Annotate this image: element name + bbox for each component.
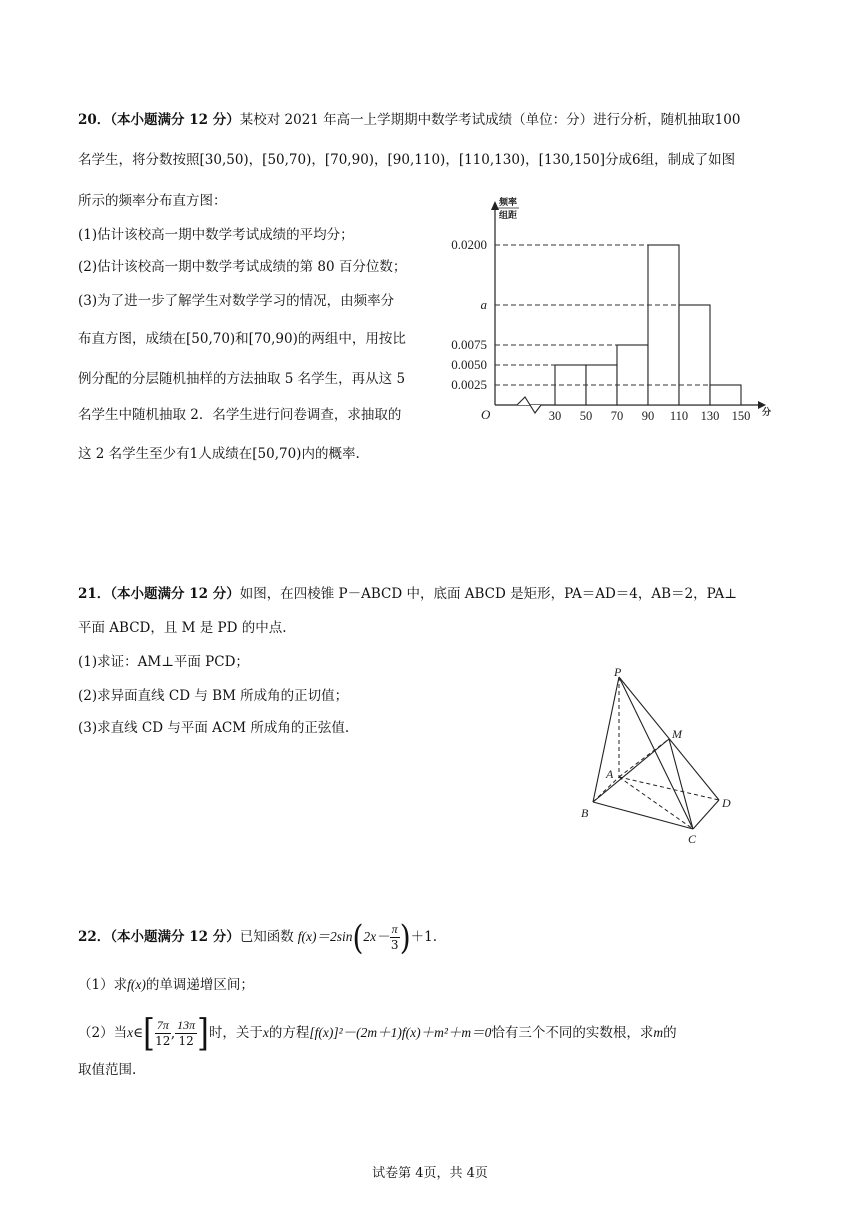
histogram-bar bbox=[710, 385, 741, 405]
frac-7pi-12 bbox=[155, 1018, 171, 1049]
page-footer: 试卷第 4页，共 4页 bbox=[372, 1166, 488, 1181]
q20-part3-l3: 例分配的分层随机抽样的方法抽取 5 名学生，再从这 5 bbox=[78, 371, 406, 387]
y-tick-label: 0.0025 bbox=[451, 377, 487, 392]
q22-part1 bbox=[78, 975, 254, 995]
q22-part2-line1 bbox=[78, 1011, 677, 1058]
q20-number: 20． bbox=[78, 112, 111, 128]
pyramid-figure bbox=[575, 665, 745, 850]
q22-part2-tail: 恰有三个不同的实数根，求 bbox=[491, 1025, 654, 1041]
q22-part2-x: x bbox=[262, 1025, 269, 1040]
label-p: P bbox=[614, 665, 622, 679]
q22-part2-m: m bbox=[653, 1025, 664, 1040]
q20-part3-l2: 布直方图，成绩在[50,70)和[70,90)的两组中，用按比 bbox=[78, 331, 406, 347]
histogram-bar bbox=[648, 245, 679, 405]
bracket-right: ] bbox=[197, 1011, 209, 1055]
int-a-den: 12 bbox=[155, 1034, 171, 1048]
x-tick-label: 50 bbox=[579, 409, 593, 423]
q21-stem-2: 平面 ABCD，且 M 是 PD 的中点. bbox=[78, 620, 287, 636]
q21-line1 bbox=[78, 584, 737, 604]
label-a: A bbox=[606, 767, 614, 781]
q20-line1 bbox=[78, 110, 740, 130]
paren-left: ( bbox=[352, 917, 364, 957]
q22-line1 bbox=[78, 917, 438, 962]
frac-13pi-12 bbox=[175, 1018, 197, 1049]
label-b: B bbox=[581, 806, 589, 820]
q21-number: 21． bbox=[78, 586, 111, 602]
label-m: M bbox=[672, 727, 682, 741]
x-tick-label: 130 bbox=[700, 409, 720, 423]
y-tick-label: 0.0200 bbox=[451, 237, 487, 252]
int-b-den: 12 bbox=[178, 1034, 194, 1048]
q20-part3-l5: 这 2 名学生至少有1人成绩在[50,70)内的概率. bbox=[78, 446, 360, 462]
x-tick-label: 150 bbox=[731, 409, 751, 423]
q22-part2-de: 的 bbox=[663, 1025, 677, 1041]
x-tick-label: 90 bbox=[641, 409, 655, 423]
histogram-bar bbox=[679, 305, 710, 405]
q22-score: （本小题满分 12 分） bbox=[110, 929, 240, 945]
q21-stem-1: 如图，在四棱锥 P－ABCD 中，底面 ABCD 是矩形，PA＝AD＝4，AB＝2，PA⊥ bbox=[239, 586, 737, 602]
q20-stem-3: 所示的频率分布直方图： bbox=[78, 193, 227, 209]
q20-stem-2: 名学生，将分数按照[30,50)，[50,70)，[70,90)，[90,110)，[110,130)，[130,150]分成6组，制成了如图 bbox=[78, 152, 736, 168]
comma: , bbox=[170, 1025, 176, 1042]
x-tick-label: 30 bbox=[548, 409, 562, 423]
q21-part3: (3)求直线 CD 与平面 ACM 所成角的正弦值. bbox=[78, 720, 350, 736]
q22-part1-f: f(x) bbox=[127, 977, 146, 992]
paren-right: ) bbox=[399, 917, 411, 957]
q20-part3-l4: 名学生中随机抽取 2．名学生进行问卷调查，求抽取的 bbox=[78, 407, 402, 423]
x-axis-label: 分 bbox=[762, 407, 772, 417]
axis-break bbox=[517, 397, 541, 413]
x-tick-label: 70 bbox=[610, 409, 624, 423]
frac-num: π bbox=[391, 922, 398, 936]
origin-label: O bbox=[481, 407, 491, 422]
q22-part1-suffix: 的单调递增区间； bbox=[145, 977, 254, 993]
frac-pi-over-3 bbox=[390, 922, 400, 953]
q20-score: （本小题满分 12 分） bbox=[110, 112, 240, 128]
y-tick-label: 0.0075 bbox=[451, 337, 487, 352]
q22-number: 22． bbox=[78, 929, 111, 945]
y-axis-arrow bbox=[491, 201, 499, 210]
ylabel-top: 频率 bbox=[499, 197, 518, 207]
q22-part1-prefix: （1）求 bbox=[78, 977, 128, 993]
q22-func-inner: 2x－ bbox=[363, 929, 390, 944]
y-tick-label: a bbox=[480, 297, 487, 312]
histogram-bar bbox=[617, 345, 648, 405]
q22-func-lhs: f(x)＝2sin bbox=[297, 929, 353, 944]
q22-part2-xin: x∈ bbox=[127, 1025, 144, 1040]
q21-part2: (2)求异面直线 CD 与 BM 所成角的正切值； bbox=[78, 688, 349, 704]
int-a-num: 7π bbox=[156, 1018, 169, 1032]
q22-part2-mid: 时，关于 bbox=[208, 1025, 263, 1041]
int-b-num: 13π bbox=[177, 1018, 196, 1032]
q22-part2-eq: [f(x)]²－(2m＋1)f(x)＋m²＋m＝0 bbox=[309, 1025, 492, 1040]
label-d: D bbox=[722, 796, 731, 810]
label-c: C bbox=[688, 832, 697, 846]
q20-part1: (1)估计该校高一期中数学考试成绩的平均分； bbox=[78, 227, 354, 243]
q20-stem-1: 某校对 2021 年高一上学期期中数学考试成绩（单位：分）进行分析，随机抽取100 bbox=[239, 112, 741, 128]
q21-score: （本小题满分 12 分） bbox=[110, 586, 240, 602]
q20-part3-l1: (3)为了进一步了解学生对数学学习的情况，由频率分 bbox=[78, 293, 395, 309]
y-tick-label: 0.0050 bbox=[451, 357, 487, 372]
q22-part2-prefix: （2）当 bbox=[78, 1025, 128, 1041]
q20-part2: (2)估计该校高一期中数学考试成绩的第 80 百分位数； bbox=[78, 259, 407, 275]
q22-stem-prefix: 已知函数 bbox=[239, 929, 294, 945]
q22-part2-line2: 取值范围. bbox=[78, 1062, 137, 1078]
q22-func-suffix: ＋1. bbox=[410, 929, 438, 945]
bracket-left: [ bbox=[143, 1011, 155, 1055]
ylabel-bottom: 组距 bbox=[499, 210, 518, 220]
q21-part1: (1)求证：AM⊥平面 PCD； bbox=[78, 654, 249, 670]
frac-den: 3 bbox=[390, 938, 399, 952]
frequency-histogram bbox=[440, 190, 790, 430]
q22-part2-eq-pre: 的方程 bbox=[268, 1025, 310, 1041]
x-tick-label: 110 bbox=[669, 409, 689, 423]
